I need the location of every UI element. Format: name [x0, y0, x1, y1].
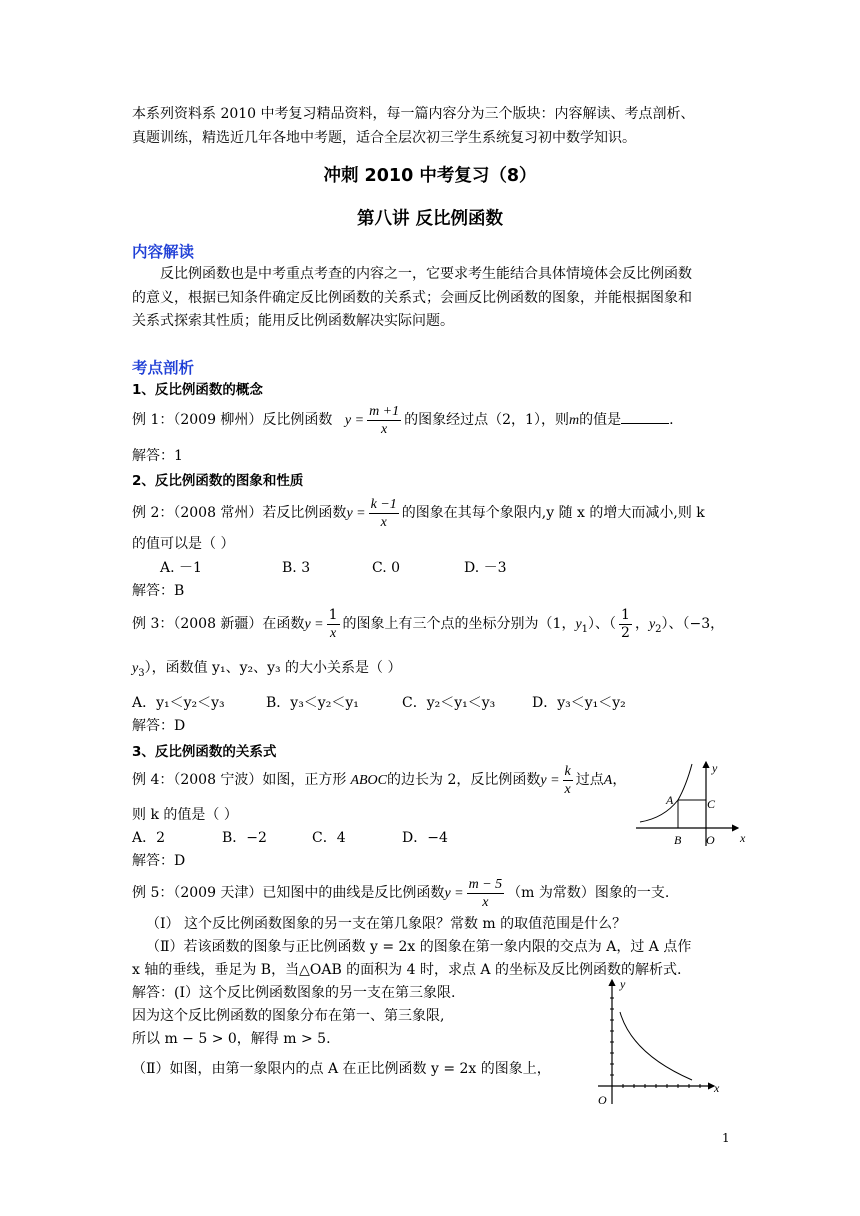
example-3-half-denominator: 2 — [621, 624, 630, 641]
fig5-label-x: x — [714, 1081, 720, 1095]
example-4-answer: 解答：D — [132, 853, 186, 869]
topic-2-heading: 2、反比例函数的图象和性质 — [132, 473, 304, 489]
example-4-suffix: 过点 — [575, 772, 604, 788]
example-5-fraction — [467, 876, 505, 911]
section1-para-line-1: 反比例函数也是中考重点考查的内容之一，它要求考生能结合具体情境体会反比例函数 — [160, 266, 692, 282]
page-number: 1 — [722, 1131, 730, 1145]
example-2-fraction — [369, 496, 399, 531]
example-4-line-2: 则 k 的值是（ ） — [132, 807, 238, 823]
example-3-y3: y — [132, 661, 139, 676]
example-4-abc: ABOC — [350, 773, 387, 788]
example-2-y-eq: y = — [346, 506, 366, 521]
example-3 — [132, 606, 724, 648]
example-5-prefix: 例 5：（2009 天津）已知图中的曲线是反比例函数 — [132, 885, 445, 901]
example-4-mid: 的边长为 2，反比例函数 — [387, 772, 541, 788]
example-3-fraction-half — [619, 607, 632, 642]
example-3-mid2: ）、（ — [588, 616, 617, 632]
example-5-answer-4: （Ⅱ）如图，由第一象限内的点 A 在正比例函数 y = 2x 的图象上， — [132, 1061, 551, 1077]
example-1-fraction — [367, 403, 401, 438]
example-5 — [132, 875, 669, 912]
section1-para-line-3: 关系式探索其性质；能用反比例函数解决实际问题。 — [132, 313, 454, 329]
example-5-y-eq: y = — [444, 886, 464, 901]
example-5-denominator: x — [467, 893, 505, 911]
example-2-suffix: 的图象在其每个象限内,y 随 x 的增大而减小,则 k — [401, 505, 705, 521]
example-3-line-2 — [132, 658, 402, 684]
example-4-prefix: 例 4：（2008 宁波）如图，正方形 — [132, 772, 347, 788]
example-4-denominator: x — [564, 781, 571, 797]
topic-1-heading: 1、反比例函数的概念 — [132, 382, 263, 398]
example-2-answer: 解答：B — [132, 583, 185, 599]
example-2-denominator: x — [369, 513, 399, 531]
section-heading-content: 内容解读 — [132, 243, 195, 261]
example-5-figure — [592, 974, 726, 1108]
example-3-mid: 的图象上有三个点的坐标分别为（1， — [342, 616, 576, 632]
example-3-mid3: ， — [634, 616, 649, 632]
example-2-option-d: D. －3 — [464, 560, 507, 576]
example-2-option-a: A. －1 — [160, 560, 202, 576]
example-3-denominator: x — [327, 624, 340, 642]
example-4-end: ， — [612, 772, 627, 788]
example-4-point-a: A — [603, 773, 613, 788]
example-3-option-a: A．y₁＜y₂＜y₃ — [132, 695, 225, 711]
example-1-numerator: m +1 — [369, 403, 400, 419]
example-3-line-2-text: ），函数值 y₁、y₂、y₃ 的大小关系是（ ） — [144, 660, 402, 676]
example-2-option-b: B. 3 — [282, 560, 311, 576]
example-3-option-c: C．y₂＜y₁＜y₃ — [402, 695, 496, 711]
example-2 — [132, 495, 705, 532]
example-1-answer: 解答：1 — [132, 448, 183, 464]
square-abco — [678, 800, 706, 828]
example-3-y3-sub: 3 — [138, 667, 145, 679]
example-1 — [132, 402, 674, 439]
example-1-denominator: x — [367, 420, 401, 438]
example-4-option-c: C．4 — [312, 830, 346, 846]
example-4-option-d: D．−4 — [402, 830, 448, 846]
example-3-fraction — [327, 607, 340, 642]
example-3-mid4: ）、（−3， — [661, 616, 725, 632]
fig4-label-o: O — [706, 833, 715, 847]
fig5-label-y: y — [620, 977, 626, 991]
fig4-label-y: y — [712, 761, 718, 775]
page-subtitle: 第八讲 反比例函数 — [356, 209, 504, 229]
example-5-question-1: （Ⅰ） 这个反比例函数图象的另一支在第几象限？常数 m 的取值范围是什么？ — [146, 916, 627, 932]
example-3-half-numerator: 1 — [621, 606, 630, 623]
example-4-fraction — [563, 763, 573, 798]
example-4-option-a: A．2 — [132, 830, 166, 846]
example-5-suffix: （m 为常数）图象的一支. — [507, 885, 670, 901]
example-3-y2: y — [648, 617, 656, 632]
example-1-prefix: 例 1：（2009 柳州）反比例函数 — [132, 412, 333, 428]
example-4-figure — [634, 758, 754, 852]
example-3-prefix: 例 3：（2008 新疆）在函数 — [132, 616, 305, 632]
example-5-answer-1: 解答：(Ⅰ）这个反比例函数图象的另一支在第三象限. — [132, 985, 456, 1001]
fig4-label-c: C — [707, 797, 716, 811]
section1-para-line-2: 的意义，根据已知条件确定反比例函数的关系式；会画反比例函数的图象，并能根据图象和 — [132, 290, 692, 306]
answer-blank — [621, 409, 669, 424]
example-3-y1-sub: 1 — [581, 623, 589, 635]
example-3-y-eq: y = — [304, 617, 324, 632]
example-4-numerator: k — [564, 763, 571, 779]
example-5-answer-3: 所以 m − 5 > 0，解得 m > 5. — [132, 1031, 331, 1047]
fig4-label-b: B — [674, 833, 682, 847]
example-1-end: . — [669, 412, 674, 428]
example-3-option-b: B．y₃＜y₂＜y₁ — [266, 695, 359, 711]
fig5-label-o: O — [598, 1093, 607, 1107]
topic-3-heading: 3、反比例函数的关系式 — [132, 744, 277, 760]
example-3-y2-sub: 2 — [655, 623, 662, 635]
example-1-m: m — [568, 413, 580, 428]
example-2-line-2: 的值可以是（ ） — [132, 536, 235, 552]
hyperbola-branch — [620, 1012, 692, 1080]
example-5-question-2a: （Ⅱ）若该函数的图象与正比例函数 y = 2x 的图象在第一象内限的交点为 A，过 A 点作 — [146, 939, 692, 955]
example-5-numerator: m − 5 — [468, 876, 503, 892]
section-heading-analysis: 考点剖析 — [132, 359, 195, 377]
page-title: 冲刺 2010 中考复习（8） — [323, 166, 537, 186]
example-2-numerator: k −1 — [370, 496, 397, 512]
example-4 — [132, 762, 626, 799]
example-4-option-b: B．−2 — [222, 830, 267, 846]
example-3-numerator: 1 — [328, 606, 338, 623]
example-3-answer: 解答：D — [132, 718, 186, 734]
example-1-suffix-b: 的值是 — [579, 412, 622, 428]
example-5-question-2b: x 轴的垂线，垂足为 B，当△OAB 的面积为 4 时，求点 A 的坐标及反比例函数的解析式. — [132, 962, 682, 978]
example-3-option-d: D．y₃＜y₁＜y₂ — [532, 695, 626, 711]
example-1-y-eq: y = — [344, 413, 365, 428]
example-2-option-c: C. 0 — [372, 560, 401, 576]
intro-line-1: 本系列资料系 2010 中考复习精品资料，每一篇内容分为三个版块：内容解读、考点剖析、 — [132, 106, 695, 122]
fig4-label-a: A — [666, 793, 674, 807]
fig4-label-x: x — [740, 831, 746, 845]
example-2-prefix: 例 2：（2008 常州）若反比例函数 — [132, 505, 347, 521]
example-3-y1: y — [575, 617, 582, 632]
example-5-answer-2: 因为这个反比例函数的图象分布在第一、第三象限, — [132, 1008, 445, 1024]
intro-line-2: 真题训练，精选近几年各地中考题，适合全层次初三学生系统复习初中数学知识。 — [132, 130, 636, 146]
example-4-y-eq: y = — [540, 773, 560, 788]
example-1-suffix-a: 的图象经过点（2，1），则 — [404, 412, 569, 428]
